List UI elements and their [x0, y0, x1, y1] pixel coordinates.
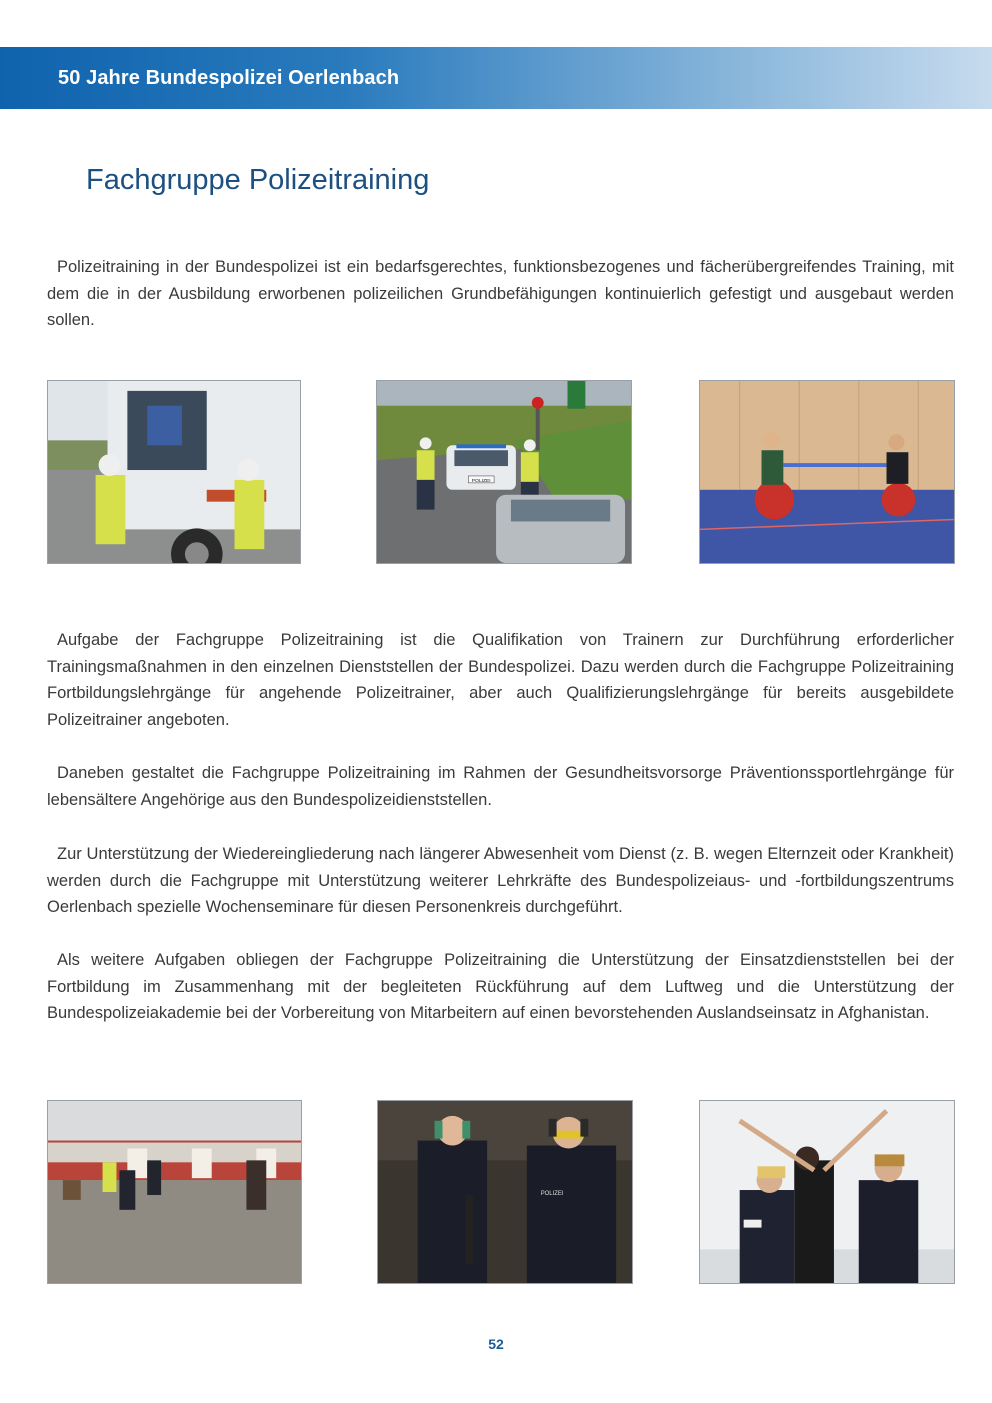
photo-shooting-range-hall: [47, 1100, 302, 1284]
paragraph-weitere-aufgaben: Als weitere Aufgaben obliegen der Fachgruppe Polizeitraining die Unterstützung der Einsatzdienststellen bei der Fortbildung im Zusammenhang mit der begleiteten Rückführung auf dem Luftweg und die Unterstützung der Bundespolizeiakademie bei der Vorbereitung von Mitarbeitern auf einen bevorstehenden Auslandseinsatz in Afghanistan.: [47, 951, 954, 1023]
paragraph-aufgabe: Aufgabe der Fachgruppe Polizeitraining ist die Qualifikation von Trainern zur Durchführung erforderlicher Trainingsmaßnahmen in den einzelnen Dienststellen der Bundespolizei. Dazu werden durch die Fachgruppe Polizeitraining Fortbildungslehrgänge für angehende Polizeitrainer, aber auch Qualifizierungslehrgänge für bereits ausgebildete Polizeitrainer angeboten.: [47, 631, 954, 730]
intro-paragraph: Polizeitraining in der Bundespolizei ist ein bedarfsgerechtes, funktionsbezogenes und fächerübergreifendes Training, mit dem die in der Ausbildung erworbenen polizeilichen Grundbefähigungen kontinuierlich gefestigt und ausgebaut werden sollen.: [47, 258, 954, 330]
photo-traffic-control: [376, 380, 632, 564]
page-number: 52: [488, 1336, 504, 1352]
police-car-plate: POLIZEI: [471, 478, 491, 484]
photo-self-defense-training: [699, 1100, 955, 1284]
paragraph-daneben: Daneben gestaltet die Fachgruppe Polizeitraining im Rahmen der Gesundheitsvorsorge Präventionssportlehrgänge für lebensältere Angehörige aus den Bundespolizeidienststellen.: [47, 764, 954, 809]
photo-truck-inspection: [47, 380, 301, 564]
paragraph-wiedereingliederung: Zur Unterstützung der Wiedereingliederung nach längerer Abwesenheit vom Dienst (z. B. wegen Elternzeit oder Krankheit) werden durch die Fachgruppe mit Unterstützung weiterer Lehrkräfte des Bundespolizeiaus- und -fortbildungszentrums Oerlenbach spezielle Wochenseminare für diesen Personenkreis durchgeführt.: [47, 845, 954, 917]
jacket-lettering: POLIZEI: [540, 1190, 564, 1197]
photo-firearms-training: [377, 1100, 633, 1284]
header-band: [0, 47, 992, 109]
photo-gym-exercise: [699, 380, 955, 564]
header-title: 50 Jahre Bundespolizei Oerlenbach: [58, 67, 400, 89]
page-title: Fachgruppe Polizeitraining: [86, 164, 430, 196]
